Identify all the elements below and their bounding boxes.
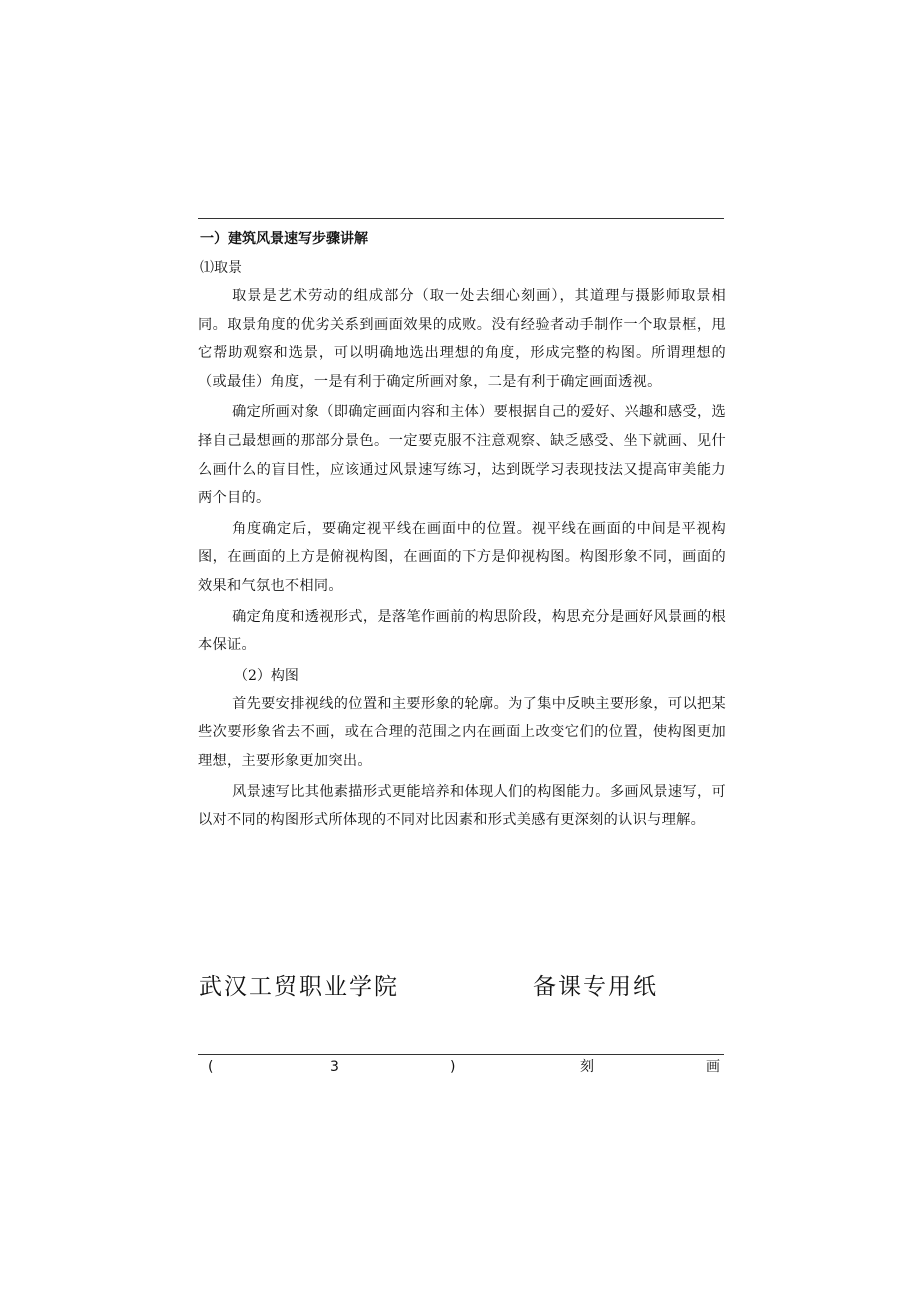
page-body [198,224,726,837]
paragraph: 首先要安排视线的位置和主要形象的轮廓。为了集中反映主要形象，可以把某些次要形象省去不画，或在合理的范围之内在画面上改变它们的位置，使构图更加理想，主要形象更加突出。 [198,695,726,769]
close-paren: ) [450,1059,456,1075]
paragraph: 角度确定后，要确定视平线在画面中的位置。视平线在画面的中间是平视构图，在画面的上方是俯视构图，在画面的下方是仰视构图。构图形象不同，画面的效果和气氛也不相同。 [198,520,726,594]
top-divider [198,218,724,219]
section-number: 3 [330,1059,339,1075]
next-section-heading [200,1056,722,1078]
paragraph: 取景是艺术劳动的组成部分（取一处去细心刻画），其道理与摄影师取景相同。取景角度的优劣关系到画面效果的成败。没有经验者动手制作一个取景框，甩它帮助观察和选景，可以明确地选出理想的角度，形成完整的构图。所谓理想的（或最佳）角度，一是有利于确定所画对象，二是有利于确定画面透视。 [198,288,726,390]
heading-char: 刻 [580,1059,594,1075]
paper-label: 备课专用纸 [533,974,658,1000]
subsection-heading-composition: （2）构图 [234,667,299,684]
paragraph: 确定角度和透视形式，是落笔作画前的构思阶段，构思充分是画好风景画的根本保证。 [198,608,726,654]
heading-char: 画 [706,1059,720,1075]
subsection-heading-viewfinding: ⑴取景 [200,260,242,276]
paragraph: 风景速写比其他素描形式更能培养和体现人们的构图能力。多画风景速写，可以对不同的构图形式所体现的不同对比因素和形式美感有更深刻的认识与理解。 [198,783,726,829]
school-name: 武汉工贸职业学院 [199,974,399,1000]
bottom-divider [198,1054,724,1055]
open-paren: ( [208,1059,214,1075]
paragraph: 确定所画对象（即确定画面内容和主体）要根据自己的爱好、兴趣和感受，选择自己最想画的那部分景色。一定要克服不注意观察、缺乏感受、坐下就画、见什么画什么的盲目性，应该通过风景速写练习，达到既学习表现技法又提高审美能力两个目的。 [198,404,726,507]
section-heading: 一）建筑风景速写步骤讲解 [200,231,368,247]
